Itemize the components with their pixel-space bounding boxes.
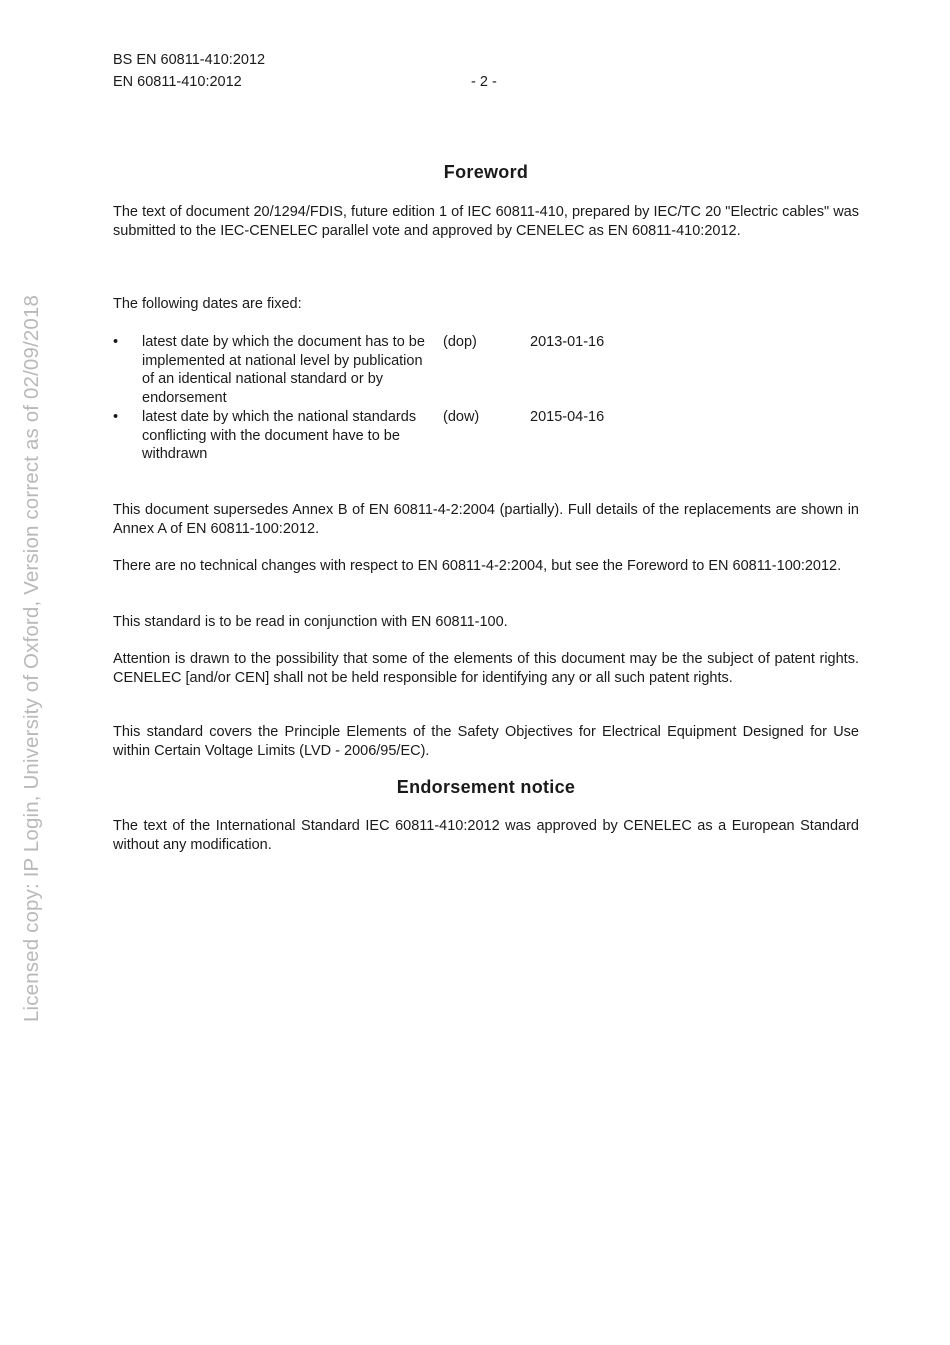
patent-rights-paragraph: Attention is drawn to the possibility that some of the elements of this document may be the subject of patent rights. CENELEC [and/or CEN] shall not be held responsible for identifying any or all such patent rights. <box>113 651 859 686</box>
foreword-intro-paragraph: The text of document 20/1294/FDIS, future edition 1 of IEC 60811-410, prepared by IEC/TC 20 "Electric cables" was submitted to the IEC-CENELEC parallel vote and approved by CENELEC as EN 60811-410:2012. <box>113 204 859 239</box>
date-item-date: 2015-04-16 <box>530 409 605 425</box>
conjunction-paragraph: This standard is to be read in conjunction with EN 60811-100. <box>113 614 508 630</box>
date-item-code: (dop) <box>443 334 477 350</box>
endorsement-heading: Endorsement notice <box>396 777 576 797</box>
page-number: - 2 - <box>471 74 497 90</box>
header-standard-en: EN 60811-410:2012 <box>113 74 242 90</box>
supersedes-paragraph: This document supersedes Annex B of EN 60811-4-2:2004 (partially). Full details of the replacements are shown in Annex A of EN 60811-100:2012. <box>113 502 859 537</box>
date-item-description: latest date by which the national standards conflicting with the document have to be withdrawn <box>142 409 417 462</box>
date-item-description: latest date by which the document has to be implemented at national level by publication of an identical national standard or by endorsement <box>142 334 425 406</box>
header-standard-bs: BS EN 60811-410:2012 <box>113 52 266 68</box>
license-watermark: Licensed copy: IP Login, University of Oxford, Version correct as of 02/09/2018 <box>20 294 43 1022</box>
foreword-heading: Foreword <box>443 162 529 182</box>
bullet-icon: • <box>113 409 119 425</box>
bullet-icon: • <box>113 334 119 350</box>
dates-intro-paragraph: The following dates are fixed: <box>113 296 302 312</box>
coverage-paragraph: This standard covers the Principle Elements of the Safety Objectives for Electrical Equipment Designed for Use within Certain Voltage Limits (LVD - 2006/95/EC). <box>113 724 859 759</box>
date-item-date: 2013-01-16 <box>530 334 605 350</box>
date-item-code: (dow) <box>443 409 480 425</box>
endorsement-paragraph: The text of the International Standard IEC 60811-410:2012 was approved by CENELEC as a European Standard without any modification. <box>113 818 859 853</box>
technical-changes-paragraph: There are no technical changes with respect to EN 60811-4-2:2004, but see the Foreword to EN 60811-100:2012. <box>113 558 842 574</box>
